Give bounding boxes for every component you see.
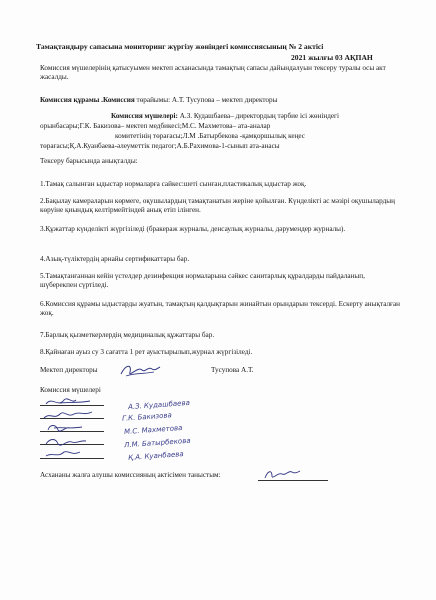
acquainted-text: Асхананы жалға алушы комиссияның актісімен таныстым: — [40, 471, 221, 479]
handwritten-name: Г.К. Бакизова — [121, 411, 173, 423]
handwritten-name: М.С. Махметова — [123, 423, 183, 437]
finding-item: 3.Құжаттар күнделікті жүргізіледі (бракераж журналы, денсаулық журналы, дәрумендер журналы). — [40, 225, 346, 233]
intro-paragraph: Комиссия мүшелерінің қатысуымен мектеп асханасында тамақтың сапасы дайындалуын тексеру туралы осы акт жасалды. — [40, 64, 386, 81]
members-line-4: төрағасы;Қ.А.Куанбаева-әлеуметтік педагог;А.Б.Рахимова-1-сынып ата-анасы — [40, 142, 280, 150]
finding-item: 8.Қайнаған ауыз су 3 сағатта 1 рет ауыстырылып,журнал жүргізіледі. — [40, 348, 253, 356]
finding-item: 1.Тамақ салынған ыдыстар нормаларға сайкес:шеті сынған,пластикалық ыдыстар жоқ. — [40, 180, 307, 188]
members-line-3: комитетінің төрағасы;Л.М .Батырбекова -қамқоршылық кеңес — [115, 132, 305, 140]
handwritten-name: А.З. Кудашбаева — [127, 398, 191, 412]
chair-text: төрайымы: А.Т. Тусупова – мектеп директоры — [134, 96, 278, 104]
members-signature-label: Комиссия мүшелері — [40, 386, 101, 394]
composition-label: Комиссия құрамы .Комиссия — [40, 96, 135, 104]
director-label: Мектеп директоры — [40, 366, 98, 374]
finding-item: 4.Азық-түліктердің арнайы сертификаттары бар. — [40, 255, 190, 263]
finding-item: 2.Бақылау камераларын көрмеге, оқушылардың тамақтанатын жеріне қойылған. Күнделікті ас мәзірі оқушылардың көруіне қиындық келтірмейтіндей анық етіп ілінген. — [40, 197, 395, 214]
handwritten-name: Л.М. Батырбекова — [123, 436, 191, 450]
finding-item: 6.Комиссия құрамы ыдыстарды жуатын, тамақтың қалдықтарын жинайтын орындарын тексерді. Ескерту анықталған жоқ. — [40, 300, 401, 317]
handwritten-name: Қ.А. Куанбаева — [127, 450, 184, 462]
finding-item: 7.Барлық қызметкерлердің медициналық құжаттары бар. — [40, 331, 215, 339]
act-title: Тамақтандыру сапасына мониторинг жүргізу жөніндегі комиссиясының № 2 актісі — [36, 42, 324, 51]
composition-line — [40, 96, 277, 105]
finding-item: 5.Тамақтанғаннан кейін үстелдер дезинфекция нормаларына сәйкес санитарлық құралдарды пайдаланып, шүберекпен сүртіледі. — [40, 272, 365, 289]
director-signature — [118, 360, 162, 380]
members-label: Комиссия мүшелері: — [111, 112, 178, 120]
check-heading: Тексеру барысында анықталды: — [40, 157, 138, 165]
member-signatures — [40, 394, 110, 462]
act-date: 2021 жылғы 03 АҚПАН — [291, 53, 373, 62]
members-line-2: орынбасары;Г.К. Бакизова– мектеп медбикесі;М.С. Махметова– ата-аналар — [40, 122, 271, 130]
tenant-signature — [262, 466, 302, 482]
director-name: Тусупова А.Т. — [211, 366, 254, 374]
members-line-1: Комиссия мүшелері: А.З. Кудашбаева– директордың тәрбие ісі жөніндегі — [111, 112, 339, 120]
